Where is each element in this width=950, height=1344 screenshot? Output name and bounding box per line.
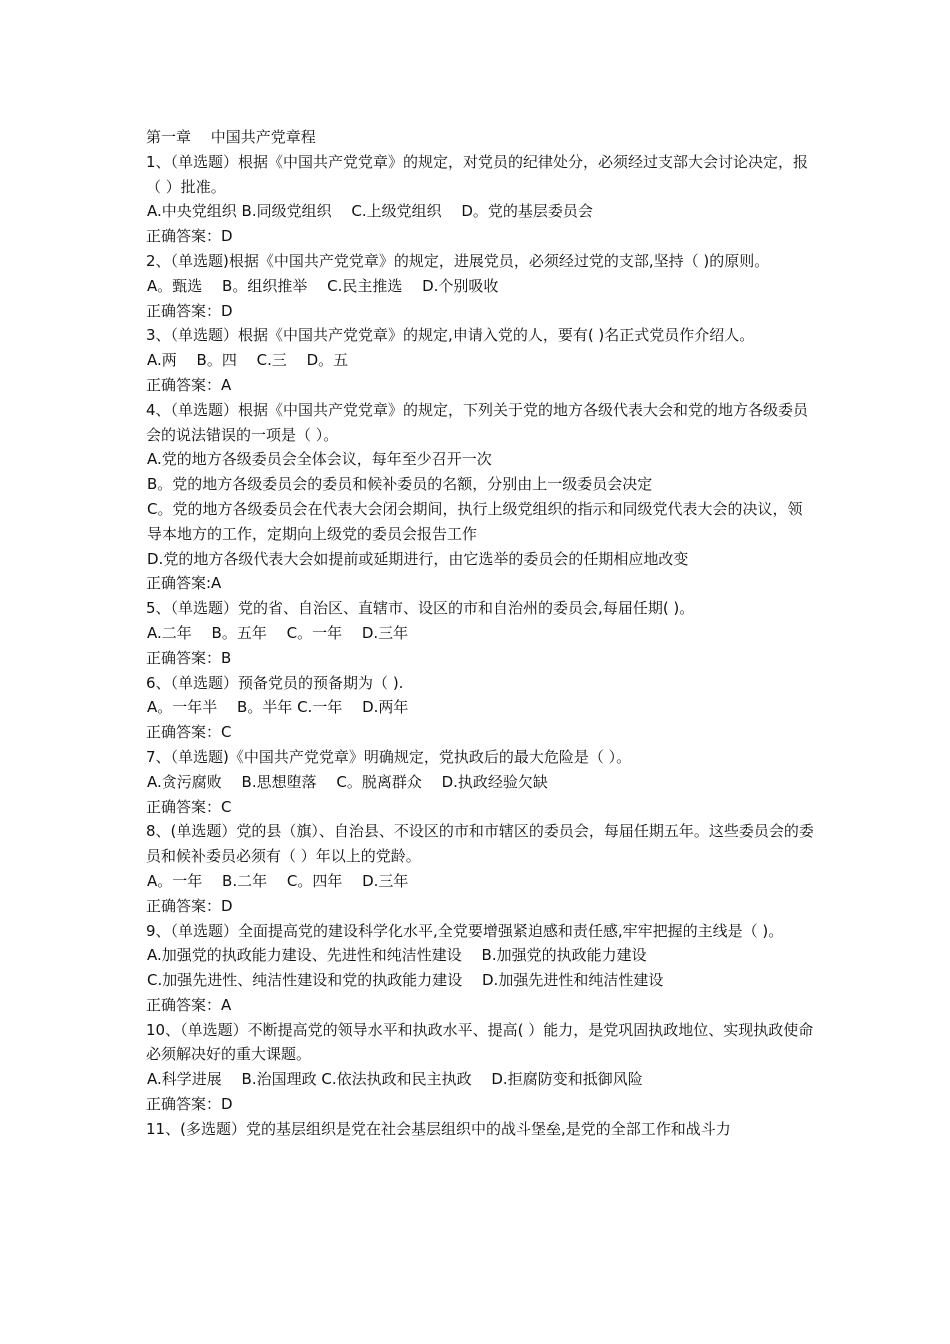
text-line: 正确答案：D <box>146 1095 233 1114</box>
text-line: C。党的地方各级委员会在代表大会闭会期间，执行上级党组织的指示和同级党代表大会的决议，领导本地方的工作，定期向上级党的委员会报告工作 <box>147 499 803 543</box>
text-line: A。甄选 B。组织推举 C.民主推选 D.个别吸收 <box>147 276 499 295</box>
text-line: 2、（单选题)根据《中国共产党党章》的规定，进展党员，必须经过党的支部,坚持（ )的原则。 <box>146 251 770 270</box>
text-line: A。一年半 B。半年 C.一年 D.两年 <box>147 698 409 717</box>
text-line: 正确答案:A <box>146 574 222 593</box>
text-line: 正确答案：B <box>146 648 232 667</box>
text-line: 6、（单选题）预备党员的预备期为（ ). <box>146 673 404 692</box>
text-line: 4、（单选题）根据《中国共产党党章》的规定，下列关于党的地方各级代表大会和党的地方各级委员会的说法错误的一项是（ ）。 <box>146 400 809 444</box>
chapter-title: 第一章 中国共产党章程 <box>146 128 316 146</box>
text-line: 1、（单选题）根据《中国共产党党章》的规定，对党员的纪律处分，必须经过支部大会讨论决定，报（ ）批准。 <box>146 152 809 196</box>
text-line: C.加强先进性、纯洁性建设和党的执政能力建设 D.加强先进性和纯洁性建设 <box>147 971 664 990</box>
text-line: 正确答案：C <box>146 723 232 742</box>
text-line: 正确答案：D <box>146 301 233 320</box>
text-line: A.贪污腐败 B.思想堕落 C。脱离群众 D.执政经验欠缺 <box>147 772 548 791</box>
text-line: 5、（单选题）党的省、自治区、直辖市、设区的市和自治州的委员会,每届任期( )。 <box>146 599 695 618</box>
document-body <box>146 125 814 1142</box>
text-line: 10、（单选题）不断提高党的领导水平和执政水平、提高( ）能力，是党巩固执政地位、实现执政使命必须解决好的重大课题。 <box>146 1020 814 1064</box>
text-line: A.二年 B。五年 C。一年 D.三年 <box>147 623 409 642</box>
text-line: A。一年 B.二年 C。四年 D.三年 <box>147 871 409 890</box>
text-line: 8、(单选题）党的县（旗）、自治县、不设区的市和市辖区的委员会，每届任期五年。这些委员会的委员和候补委员必须有（ ）年以上的党龄。 <box>146 822 814 866</box>
text-line: 7、（单选题)《中国共产党党章》明确规定，党执政后的最大危险是（ ）。 <box>146 747 632 766</box>
text-line: B。党的地方各级委员会的委员和候补委员的名额，分别由上一级委员会决定 <box>147 475 653 494</box>
text-line: A.党的地方各级委员会全体会议，每年至少召开一次 <box>147 450 492 469</box>
text-line: D.党的地方各级代表大会如提前或延期进行，由它选举的委员会的任期相应地改变 <box>147 549 689 568</box>
text-line: 9、（单选题）全面提高党的建设科学化水平,全党要增强紧迫感和责任感,牢牢把握的主线是（ )。 <box>146 921 784 940</box>
text-line: 正确答案：A <box>146 995 232 1014</box>
text-line: A.两 B。四 C.三 D。五 <box>147 351 349 370</box>
text-line: 正确答案：D <box>146 227 233 246</box>
text-line: 11、(多选题）党的基层组织是党在社会基层组织中的战斗堡垒,是党的全部工作和战斗力 <box>146 1119 731 1138</box>
text-line: A.中央党组织 B.同级党组织 C.上级党组织 D。党的基层委员会 <box>147 202 593 221</box>
text-line: 正确答案：C <box>146 797 232 816</box>
text-line: A.加强党的执政能力建设、先进性和纯洁性建设 B.加强党的执政能力建设 <box>147 946 647 965</box>
text-line: 正确答案：A <box>146 375 232 394</box>
text-line: A.科学进展 B.治国理政 C.依法执政和民主执政 D.拒腐防变和抵御风险 <box>147 1070 643 1089</box>
text-line: 正确答案：D <box>146 896 233 915</box>
text-line: 3、（单选题）根据《中国共产党党章》的规定,申请入党的人，要有( )名正式党员作介绍人。 <box>146 326 755 345</box>
